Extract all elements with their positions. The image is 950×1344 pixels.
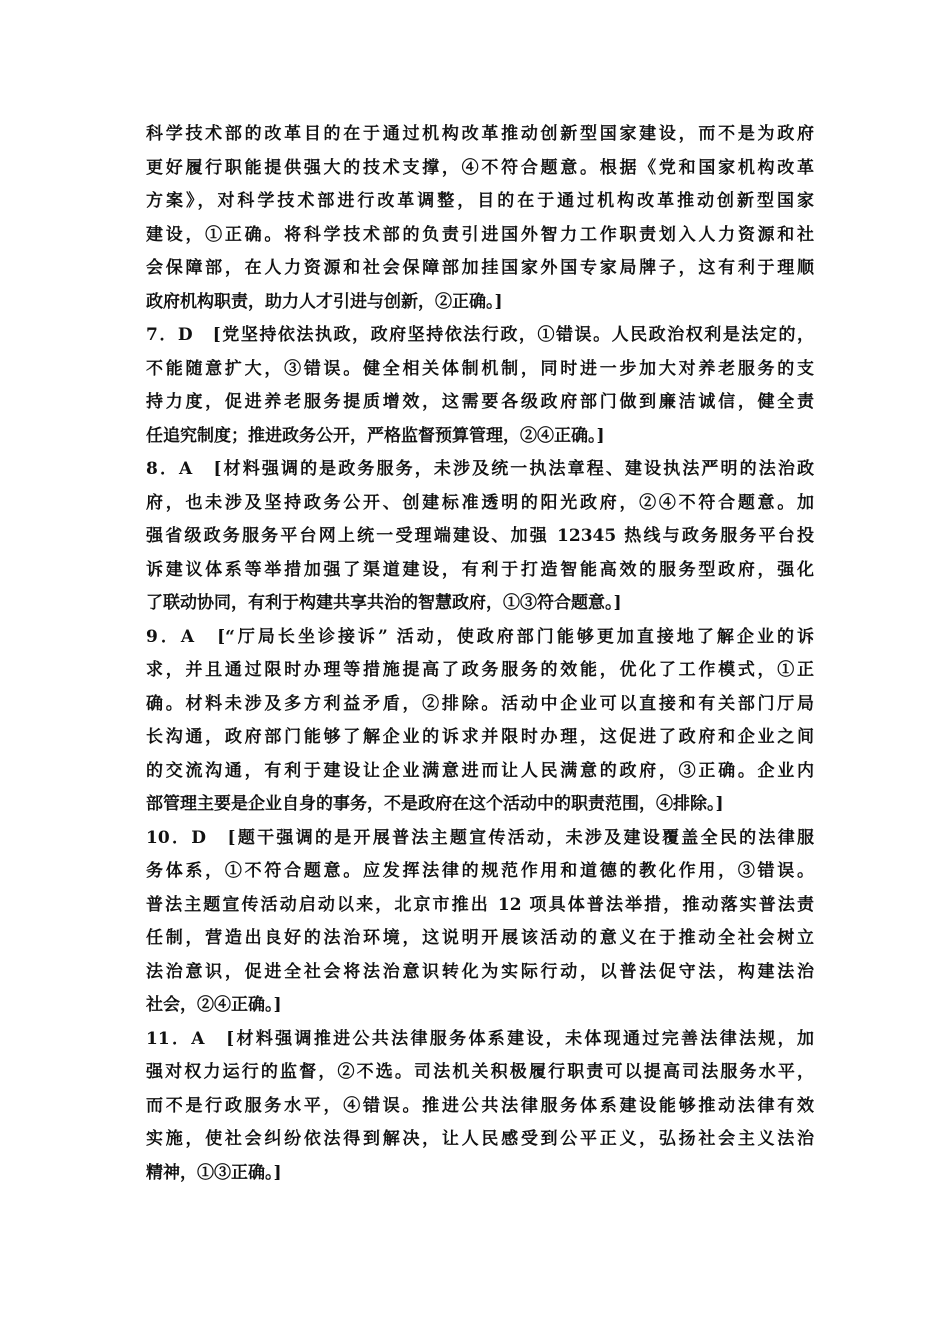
answer-10 — [146, 822, 814, 1023]
text-line: 法治意识，促进全社会将法治意识转化为实际行动，以普法促守法，构建法治 — [146, 961, 814, 982]
text-line: 会保障部，在人力资源和社会保障部加挂国家外国专家局牌子，这有利于理顺 — [146, 258, 814, 278]
text-line: 强省级政务服务平台网上统一受理端建设、加强 12345 热线与政务服务平台投 — [146, 526, 814, 546]
answer-9 — [146, 621, 814, 822]
text-line: 实施，使社会纠纷依法得到解决，让人民感受到公平正义，弘扬社会主义法治 — [146, 1129, 814, 1149]
text-line: 诉建议体系等举措加强了渠道建设，有利于打造智能高效的服务型政府，强化 — [146, 559, 814, 580]
text-line: 长沟通，政府部门能够了解企业的诉求并限时办理，这促进了政府和企业之间 — [146, 727, 814, 747]
text-line: 强对权力运行的监督，②不选。司法机关积极履行职责可以提高司法服务水平， — [146, 1062, 814, 1082]
text-line: 任追究制度；推进政务公开，严格监督预算管理，②④正确。] — [146, 425, 605, 446]
text-line: 科学技术部的改革目的在于通过机构改革推动创新型国家建设，而不是为政府 — [146, 124, 814, 144]
text-line: 求，并且通过限时办理等措施提高了政务服务的效能，优化了工作模式，①正 — [146, 660, 814, 680]
text-line: 而不是行政服务水平，④错误。推进公共法律服务体系建设能够推动法律有效 — [146, 1095, 814, 1116]
text-line: 更好履行职能提供强大的技术支撑，④不符合题意。根据《党和国家机构改革 — [146, 157, 814, 178]
paragraph-continuation — [146, 118, 814, 319]
text-line: 9．A [“厅局长坐诊接诉” 活动，使政府部门能够更加直接地了解企业的诉 — [146, 626, 814, 647]
text-line: 8．A [材料强调的是政务服务，未涉及统一执法章程、建设执法严明的法治政 — [146, 459, 814, 479]
text-line: 确。材料未涉及多方利益矛盾，②排除。活动中企业可以直接和有关部门厅局 — [146, 693, 814, 714]
text-line: 不能随意扩大，③错误。健全相关体制机制，同时进一步加大对养老服务的支 — [146, 358, 814, 379]
answer-explanations — [146, 118, 814, 1190]
text-line: 持力度，促进养老服务提质增效，这需要各级政府部门做到廉洁诚信，健全责 — [146, 392, 814, 412]
text-line: 7．D [党坚持依法执政，政府坚持依法行政，①错误。人民政治权利是法定的， — [146, 325, 814, 345]
text-line: 11．A [材料强调推进公共法律服务体系建设，未体现通过完善法律法规，加 — [146, 1028, 814, 1049]
text-line: 10．D [题干强调的是开展普法主题宣传活动，未涉及建设覆盖全民的法律服 — [146, 827, 814, 848]
text-line: 政府机构职责，助力人才引进与创新，②正确。] — [146, 291, 503, 312]
text-line: 建设，①正确。将科学技术部的负责引进国外智力工作职责划入人力资源和社 — [146, 224, 814, 245]
answer-7 — [146, 319, 814, 453]
text-line: 务体系，①不符合题意。应发挥法律的规范作用和道德的教化作用，③错误。 — [146, 861, 814, 881]
text-line: 府，也未涉及坚持政务公开、创建标准透明的阳光政府，②④不符合题意。加 — [146, 492, 814, 513]
text-line: 社会，②④正确。] — [146, 995, 282, 1015]
text-line: 了联动协同，有利于构建共享共治的智慧政府，①③符合题意。] — [146, 593, 622, 613]
text-line: 部管理主要是企业自身的事务，不是政府在这个活动中的职责范围，④排除。] — [146, 794, 724, 814]
answer-8 — [146, 453, 814, 621]
text-line: 普法主题宣传活动启动以来，北京市推出 12 项具体普法举措，推动落实普法责 — [146, 894, 814, 915]
text-line: 的交流沟通，有利于建设让企业满意进而让人民满意的政府，③正确。企业内 — [146, 760, 814, 781]
text-line: 任制，营造出良好的法治环境，这说明开展该活动的意义在于推动全社会树立 — [146, 928, 814, 948]
text-line: 方案》，对科学技术部进行改革调整，目的在于通过机构改革推动创新型国家 — [146, 191, 814, 211]
answer-11 — [146, 1023, 814, 1191]
text-line: 精神，①③正确。] — [146, 1162, 282, 1183]
